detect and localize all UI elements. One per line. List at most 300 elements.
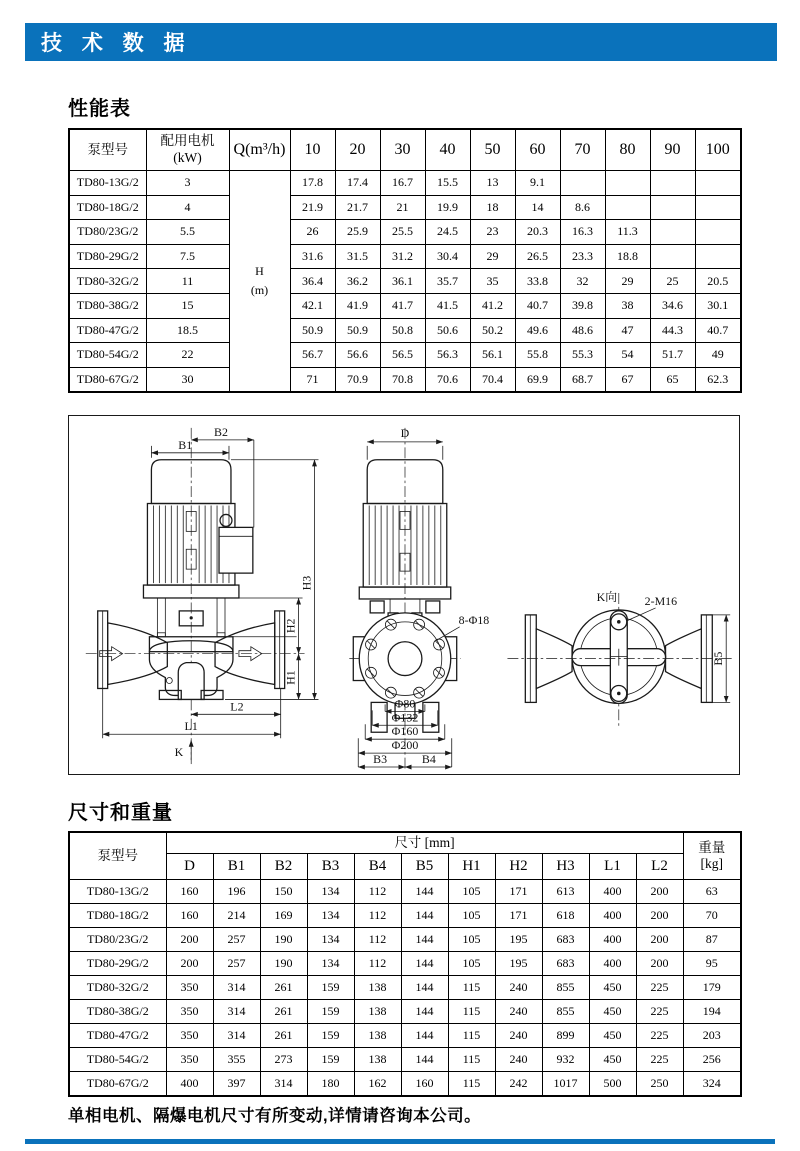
- view-direction-label: K向: [596, 589, 618, 604]
- dimension-value-cell: 450: [589, 1048, 636, 1072]
- dimension-value-cell: 400: [589, 952, 636, 976]
- dimension-row: [69, 1024, 741, 1048]
- head-value-cell: 32: [560, 269, 605, 294]
- dimension-value-cell: 160: [401, 1072, 448, 1097]
- head-value-cell: 50.6: [425, 318, 470, 343]
- head-value-cell: [605, 195, 650, 220]
- head-value-cell: [650, 171, 695, 196]
- dimension-value-cell: 200: [636, 904, 683, 928]
- dimension-value-cell: 115: [448, 1048, 495, 1072]
- bottom-accent-rule: [25, 1139, 775, 1144]
- head-value-cell: 30.4: [425, 244, 470, 269]
- head-value-cell: 36.2: [335, 269, 380, 294]
- dimension-row: [69, 976, 741, 1000]
- dimension-value-cell: 112: [354, 904, 401, 928]
- pump-model-cell: TD80-67G/2: [69, 1072, 166, 1097]
- motor-power-label-line1: 配用电机: [160, 133, 215, 149]
- head-value-cell: 15.5: [425, 171, 470, 196]
- head-value-cell: 71: [290, 367, 335, 392]
- dimensions-table-body: [69, 880, 741, 1097]
- weight-value-cell: 95: [683, 952, 741, 976]
- motor-power-cell: 7.5: [146, 244, 229, 269]
- pump-model-cell: TD80-29G/2: [69, 244, 146, 269]
- dimension-value-cell: 144: [401, 1048, 448, 1072]
- head-value-cell: 26: [290, 220, 335, 245]
- performance-header-row: [69, 129, 741, 171]
- dim-label-d: D: [400, 425, 410, 440]
- col-header-pump-model: 泵型号: [69, 129, 146, 171]
- dimension-row: [69, 1048, 741, 1072]
- head-value-cell: [650, 244, 695, 269]
- head-value-cell: 21.9: [290, 195, 335, 220]
- head-value-cell: 55.8: [515, 343, 560, 368]
- weight-value-cell: 256: [683, 1048, 741, 1072]
- dimension-value-cell: 314: [213, 976, 260, 1000]
- col-header-weight-kg: [683, 832, 741, 880]
- head-value-cell: 9.1: [515, 171, 560, 196]
- head-value-cell: 11.3: [605, 220, 650, 245]
- dimension-value-cell: 400: [589, 928, 636, 952]
- head-value-cell: 17.4: [335, 171, 380, 196]
- dimension-value-cell: 314: [260, 1072, 307, 1097]
- flow-rate-header-cell: 20: [335, 129, 380, 171]
- dimension-value-cell: 240: [495, 1048, 542, 1072]
- dimension-row: [69, 904, 741, 928]
- dimension-value-cell: 150: [260, 880, 307, 904]
- dimension-header-cell: B4: [354, 854, 401, 880]
- dimension-value-cell: 144: [401, 952, 448, 976]
- dimension-value-cell: 450: [589, 976, 636, 1000]
- head-value-cell: 48.6: [560, 318, 605, 343]
- head-value-cell: 49.6: [515, 318, 560, 343]
- dimension-value-cell: 134: [307, 880, 354, 904]
- dimension-value-cell: 200: [166, 952, 213, 976]
- weight-value-cell: 63: [683, 880, 741, 904]
- head-value-cell: 29: [470, 244, 515, 269]
- head-value-cell: 70.8: [380, 367, 425, 392]
- pump-model-cell: TD80-32G/2: [69, 269, 146, 294]
- dimension-value-cell: 115: [448, 1072, 495, 1097]
- head-value-cell: [695, 171, 741, 196]
- dimension-value-cell: 196: [213, 880, 260, 904]
- dimension-value-cell: 350: [166, 1000, 213, 1024]
- dimension-value-cell: 180: [307, 1072, 354, 1097]
- head-value-cell: [695, 195, 741, 220]
- col-header-flow-rate: Q(m³/h): [229, 129, 290, 171]
- dim-label-d132: Φ132: [391, 710, 419, 725]
- dimension-header-cell: B5: [401, 854, 448, 880]
- head-value-cell: 41.9: [335, 293, 380, 318]
- dim-label-l2: L2: [230, 699, 244, 714]
- col-header-pump-model: 泵型号: [69, 832, 166, 880]
- dimension-value-cell: 134: [307, 952, 354, 976]
- flow-rate-header-cell: 40: [425, 129, 470, 171]
- dimension-header-cell: B2: [260, 854, 307, 880]
- dimension-value-cell: 450: [589, 1024, 636, 1048]
- weight-value-cell: 203: [683, 1024, 741, 1048]
- head-value-cell: 25.5: [380, 220, 425, 245]
- dimension-value-cell: 160: [166, 880, 213, 904]
- dimension-value-cell: 138: [354, 1024, 401, 1048]
- dimension-value-cell: 105: [448, 928, 495, 952]
- performance-row: [69, 367, 741, 392]
- head-value-cell: 49: [695, 343, 741, 368]
- dimension-value-cell: 355: [213, 1048, 260, 1072]
- head-value-cell: 56.7: [290, 343, 335, 368]
- dimension-value-cell: 162: [354, 1072, 401, 1097]
- dimensions-header-row-1: [69, 832, 741, 854]
- head-value-cell: 14: [515, 195, 560, 220]
- flow-rate-header-cell: 60: [515, 129, 560, 171]
- dimension-header-cell: L1: [589, 854, 636, 880]
- dimension-value-cell: 450: [589, 1000, 636, 1024]
- dimension-value-cell: 250: [636, 1072, 683, 1097]
- head-value-cell: 42.1: [290, 293, 335, 318]
- dim-label-l1: L1: [184, 719, 198, 734]
- dimension-value-cell: 855: [542, 1000, 589, 1024]
- col-header-size-mm: 尺寸 [mm]: [166, 832, 683, 854]
- pump-model-cell: TD80-13G/2: [69, 171, 146, 196]
- head-value-cell: 68.7: [560, 367, 605, 392]
- dimension-header-cell: B3: [307, 854, 354, 880]
- dimension-value-cell: 273: [260, 1048, 307, 1072]
- head-value-cell: 56.1: [470, 343, 515, 368]
- head-value-cell: 50.8: [380, 318, 425, 343]
- dim-label-b5: B5: [711, 651, 726, 666]
- head-value-cell: 18: [470, 195, 515, 220]
- dimension-value-cell: 400: [589, 880, 636, 904]
- head-value-cell: 25.9: [335, 220, 380, 245]
- dim-label-b4: B4: [421, 752, 436, 767]
- dimension-value-cell: 400: [166, 1072, 213, 1097]
- dimension-value-cell: 195: [495, 952, 542, 976]
- dimension-value-cell: 618: [542, 904, 589, 928]
- performance-row: [69, 171, 741, 196]
- dimension-value-cell: 112: [354, 952, 401, 976]
- dimension-value-cell: 190: [260, 928, 307, 952]
- dimension-value-cell: 144: [401, 880, 448, 904]
- dimension-value-cell: 1017: [542, 1072, 589, 1097]
- dimension-value-cell: 240: [495, 1000, 542, 1024]
- pump-model-cell: TD80-47G/2: [69, 1024, 166, 1048]
- motor-power-label-line2: (kW): [173, 150, 202, 165]
- pump-side-view-drawing: [349, 426, 489, 770]
- dim-label-h3: H3: [299, 575, 314, 591]
- dimension-value-cell: 160: [166, 904, 213, 928]
- performance-table-body: [69, 171, 741, 393]
- pump-model-cell: TD80-32G/2: [69, 976, 166, 1000]
- head-value-cell: 34.6: [650, 293, 695, 318]
- head-value-cell: 56.3: [425, 343, 470, 368]
- dimension-value-cell: 314: [213, 1000, 260, 1024]
- head-value-cell: 50.9: [335, 318, 380, 343]
- pump-model-cell: TD80-18G/2: [69, 195, 146, 220]
- dimension-header-cell: B1: [213, 854, 260, 880]
- dimension-value-cell: 195: [495, 928, 542, 952]
- dimension-value-cell: 225: [636, 1024, 683, 1048]
- head-value-cell: 21: [380, 195, 425, 220]
- head-value-cell: 23.3: [560, 244, 605, 269]
- dimensions-header-row-2: [69, 854, 741, 880]
- dimension-value-cell: 200: [166, 928, 213, 952]
- dimension-value-cell: 240: [495, 1024, 542, 1048]
- dimension-header-cell: H2: [495, 854, 542, 880]
- dimension-value-cell: 171: [495, 880, 542, 904]
- dimension-value-cell: 105: [448, 880, 495, 904]
- head-value-cell: 39.8: [560, 293, 605, 318]
- dimension-row: [69, 952, 741, 976]
- dimension-value-cell: 144: [401, 1000, 448, 1024]
- dimension-value-cell: 115: [448, 1000, 495, 1024]
- head-value-cell: 31.5: [335, 244, 380, 269]
- dimension-value-cell: 200: [636, 880, 683, 904]
- dimension-value-cell: 112: [354, 928, 401, 952]
- head-value-cell: 31.2: [380, 244, 425, 269]
- pump-model-cell: TD80-38G/2: [69, 1000, 166, 1024]
- pump-model-cell: TD80/23G/2: [69, 928, 166, 952]
- head-value-cell: 40.7: [695, 318, 741, 343]
- flow-rate-header-cell: 50: [470, 129, 515, 171]
- performance-row: [69, 269, 741, 294]
- head-value-cell: 8.6: [560, 195, 605, 220]
- dimension-value-cell: 613: [542, 880, 589, 904]
- dimension-value-cell: 115: [448, 976, 495, 1000]
- dimension-value-cell: 144: [401, 976, 448, 1000]
- dimension-header-cell: L2: [636, 854, 683, 880]
- dimension-value-cell: 200: [636, 928, 683, 952]
- dimension-value-cell: 134: [307, 928, 354, 952]
- dim-label-b2: B2: [214, 424, 228, 439]
- pump-model-cell: TD80-47G/2: [69, 318, 146, 343]
- head-value-cell: [650, 220, 695, 245]
- dimension-value-cell: 138: [354, 1000, 401, 1024]
- dimension-value-cell: 159: [307, 1000, 354, 1024]
- lifting-eye-icon: [220, 514, 232, 526]
- dimension-value-cell: 400: [589, 904, 636, 928]
- dimension-value-cell: 138: [354, 1048, 401, 1072]
- dimension-value-cell: 105: [448, 952, 495, 976]
- dimension-value-cell: 159: [307, 1048, 354, 1072]
- head-value-cell: 36.1: [380, 269, 425, 294]
- flow-rate-header-cell: 100: [695, 129, 741, 171]
- head-value-cell: 20.5: [695, 269, 741, 294]
- dimension-value-cell: 200: [636, 952, 683, 976]
- head-value-cell: 16.3: [560, 220, 605, 245]
- motor-power-cell: 4: [146, 195, 229, 220]
- head-value-cell: 62.3: [695, 367, 741, 392]
- dimension-header-cell: H3: [542, 854, 589, 880]
- head-value-cell: 26.5: [515, 244, 560, 269]
- section-header-bar: [25, 23, 777, 61]
- dimension-value-cell: 225: [636, 976, 683, 1000]
- head-value-cell: 18.8: [605, 244, 650, 269]
- head-value-cell: 36.4: [290, 269, 335, 294]
- head-value-cell: 47: [605, 318, 650, 343]
- dimension-value-cell: 257: [213, 928, 260, 952]
- dim-label-h1: H1: [283, 670, 298, 685]
- dimension-value-cell: 314: [213, 1024, 260, 1048]
- dim-label-h2: H2: [283, 618, 298, 634]
- flow-rate-header-cell: 90: [650, 129, 695, 171]
- weight-value-cell: 70: [683, 904, 741, 928]
- head-value-cell: 50.2: [470, 318, 515, 343]
- dimension-value-cell: 240: [495, 976, 542, 1000]
- dimension-value-cell: 257: [213, 952, 260, 976]
- dimension-row: [69, 928, 741, 952]
- pump-model-cell: TD80-13G/2: [69, 880, 166, 904]
- dim-label-d160: Φ160: [391, 724, 419, 739]
- performance-row: [69, 195, 741, 220]
- weight-label-line2: [kg]: [700, 856, 724, 871]
- head-value-cell: 70.4: [470, 367, 515, 392]
- dimension-row: [69, 1072, 741, 1097]
- motor-power-cell: 22: [146, 343, 229, 368]
- head-value-cell: 55.3: [560, 343, 605, 368]
- pump-model-cell: TD80-54G/2: [69, 343, 146, 368]
- dimension-value-cell: 261: [260, 1000, 307, 1024]
- performance-table-title: 性能表: [68, 98, 131, 120]
- head-value-cell: 20.3: [515, 220, 560, 245]
- dimension-header-cell: H1: [448, 854, 495, 880]
- head-value-cell: 35.7: [425, 269, 470, 294]
- head-value-cell: 41.5: [425, 293, 470, 318]
- motor-power-cell: 11: [146, 269, 229, 294]
- dimension-value-cell: 855: [542, 976, 589, 1000]
- dimension-value-cell: 144: [401, 904, 448, 928]
- dimension-value-cell: 144: [401, 1024, 448, 1048]
- head-value-cell: 44.3: [650, 318, 695, 343]
- dimension-value-cell: 159: [307, 1024, 354, 1048]
- performance-row: [69, 318, 741, 343]
- dimension-row: [69, 1000, 741, 1024]
- flow-rate-header-cell: 10: [290, 129, 335, 171]
- head-value-cell: 70.9: [335, 367, 380, 392]
- dimension-value-cell: 261: [260, 976, 307, 1000]
- head-value-cell: 23: [470, 220, 515, 245]
- dimension-header-cell: D: [166, 854, 213, 880]
- dimension-value-cell: 242: [495, 1072, 542, 1097]
- head-value-cell: 31.6: [290, 244, 335, 269]
- dim-label-d200: Φ200: [391, 738, 419, 753]
- dimension-value-cell: 169: [260, 904, 307, 928]
- head-value-cell: [560, 171, 605, 196]
- dimension-value-cell: 350: [166, 1048, 213, 1072]
- performance-table: [68, 128, 742, 393]
- head-value-cell: 41.7: [380, 293, 425, 318]
- head-value-cell: 69.9: [515, 367, 560, 392]
- head-value-cell: 19.9: [425, 195, 470, 220]
- pump-front-view-drawing: [86, 425, 319, 764]
- dimension-value-cell: 350: [166, 1024, 213, 1048]
- weight-value-cell: 194: [683, 1000, 741, 1024]
- dimension-value-cell: 350: [166, 976, 213, 1000]
- performance-row: [69, 244, 741, 269]
- dimension-value-cell: 144: [401, 928, 448, 952]
- pump-model-cell: TD80/23G/2: [69, 220, 146, 245]
- dim-label-b3: B3: [373, 752, 388, 767]
- head-value-cell: 65: [650, 367, 695, 392]
- dimension-value-cell: 115: [448, 1024, 495, 1048]
- head-value-cell: 30.1: [695, 293, 741, 318]
- dimensions-table-title: 尺寸和重量: [68, 802, 173, 824]
- flow-rate-header-cell: 30: [380, 129, 425, 171]
- head-value-cell: 16.7: [380, 171, 425, 196]
- head-value-cell: [605, 171, 650, 196]
- weight-value-cell: 324: [683, 1072, 741, 1097]
- head-value-cell: [695, 244, 741, 269]
- weight-label-line1: 重量: [698, 839, 726, 855]
- head-value-cell: 25: [650, 269, 695, 294]
- head-value-cell: 40.7: [515, 293, 560, 318]
- head-value-cell: 54: [605, 343, 650, 368]
- head-value-cell: 51.7: [650, 343, 695, 368]
- motor-power-cell: 18.5: [146, 318, 229, 343]
- weight-value-cell: 179: [683, 976, 741, 1000]
- bolt-spec-label: 8-Φ18: [458, 612, 490, 627]
- head-value-cell: 41.2: [470, 293, 515, 318]
- head-value-cell: 29: [605, 269, 650, 294]
- pump-technical-drawing: [68, 415, 740, 775]
- dimension-value-cell: 899: [542, 1024, 589, 1048]
- flow-rate-header-cell: 70: [560, 129, 605, 171]
- performance-row: [69, 343, 741, 368]
- motor-power-cell: 15: [146, 293, 229, 318]
- head-value-cell: 56.5: [380, 343, 425, 368]
- weight-value-cell: 87: [683, 928, 741, 952]
- head-value-cell: 33.8: [515, 269, 560, 294]
- pump-model-cell: TD80-38G/2: [69, 293, 146, 318]
- motor-power-cell: 30: [146, 367, 229, 392]
- performance-row: [69, 220, 741, 245]
- head-value-cell: 21.7: [335, 195, 380, 220]
- head-value-cell: 24.5: [425, 220, 470, 245]
- dimension-value-cell: 105: [448, 904, 495, 928]
- dimensions-weight-table: [68, 831, 742, 1097]
- dimension-value-cell: 190: [260, 952, 307, 976]
- pump-drawing-svg: [69, 416, 739, 774]
- dimension-value-cell: 134: [307, 904, 354, 928]
- dim-label-d80: Φ80: [394, 696, 416, 711]
- head-value-cell: 67: [605, 367, 650, 392]
- pump-top-view-drawing: [507, 590, 732, 726]
- footnote-text: 单相电机、隔爆电机尺寸有所变动,详情请咨询本公司。: [68, 1107, 482, 1125]
- head-value-cell: 50.9: [290, 318, 335, 343]
- dimension-value-cell: 112: [354, 880, 401, 904]
- dimension-value-cell: 500: [589, 1072, 636, 1097]
- head-unit-cell: H (m): [229, 171, 290, 393]
- dim-label-k: K: [174, 745, 184, 760]
- head-value-cell: 56.6: [335, 343, 380, 368]
- dimension-value-cell: 261: [260, 1024, 307, 1048]
- pump-model-cell: TD80-67G/2: [69, 367, 146, 392]
- dimension-value-cell: 683: [542, 928, 589, 952]
- head-value-cell: [695, 220, 741, 245]
- dimension-value-cell: 397: [213, 1072, 260, 1097]
- dimension-value-cell: 171: [495, 904, 542, 928]
- dimension-value-cell: 225: [636, 1000, 683, 1024]
- head-value-cell: [650, 195, 695, 220]
- pump-model-cell: TD80-29G/2: [69, 952, 166, 976]
- flow-rate-header-cell: 80: [605, 129, 650, 171]
- dimension-row: [69, 880, 741, 904]
- dimension-value-cell: 932: [542, 1048, 589, 1072]
- pump-model-cell: TD80-18G/2: [69, 904, 166, 928]
- head-value-cell: 17.8: [290, 171, 335, 196]
- tap-spec-label: 2-M16: [644, 593, 678, 608]
- performance-row: [69, 293, 741, 318]
- dimension-value-cell: 225: [636, 1048, 683, 1072]
- dimension-value-cell: 159: [307, 976, 354, 1000]
